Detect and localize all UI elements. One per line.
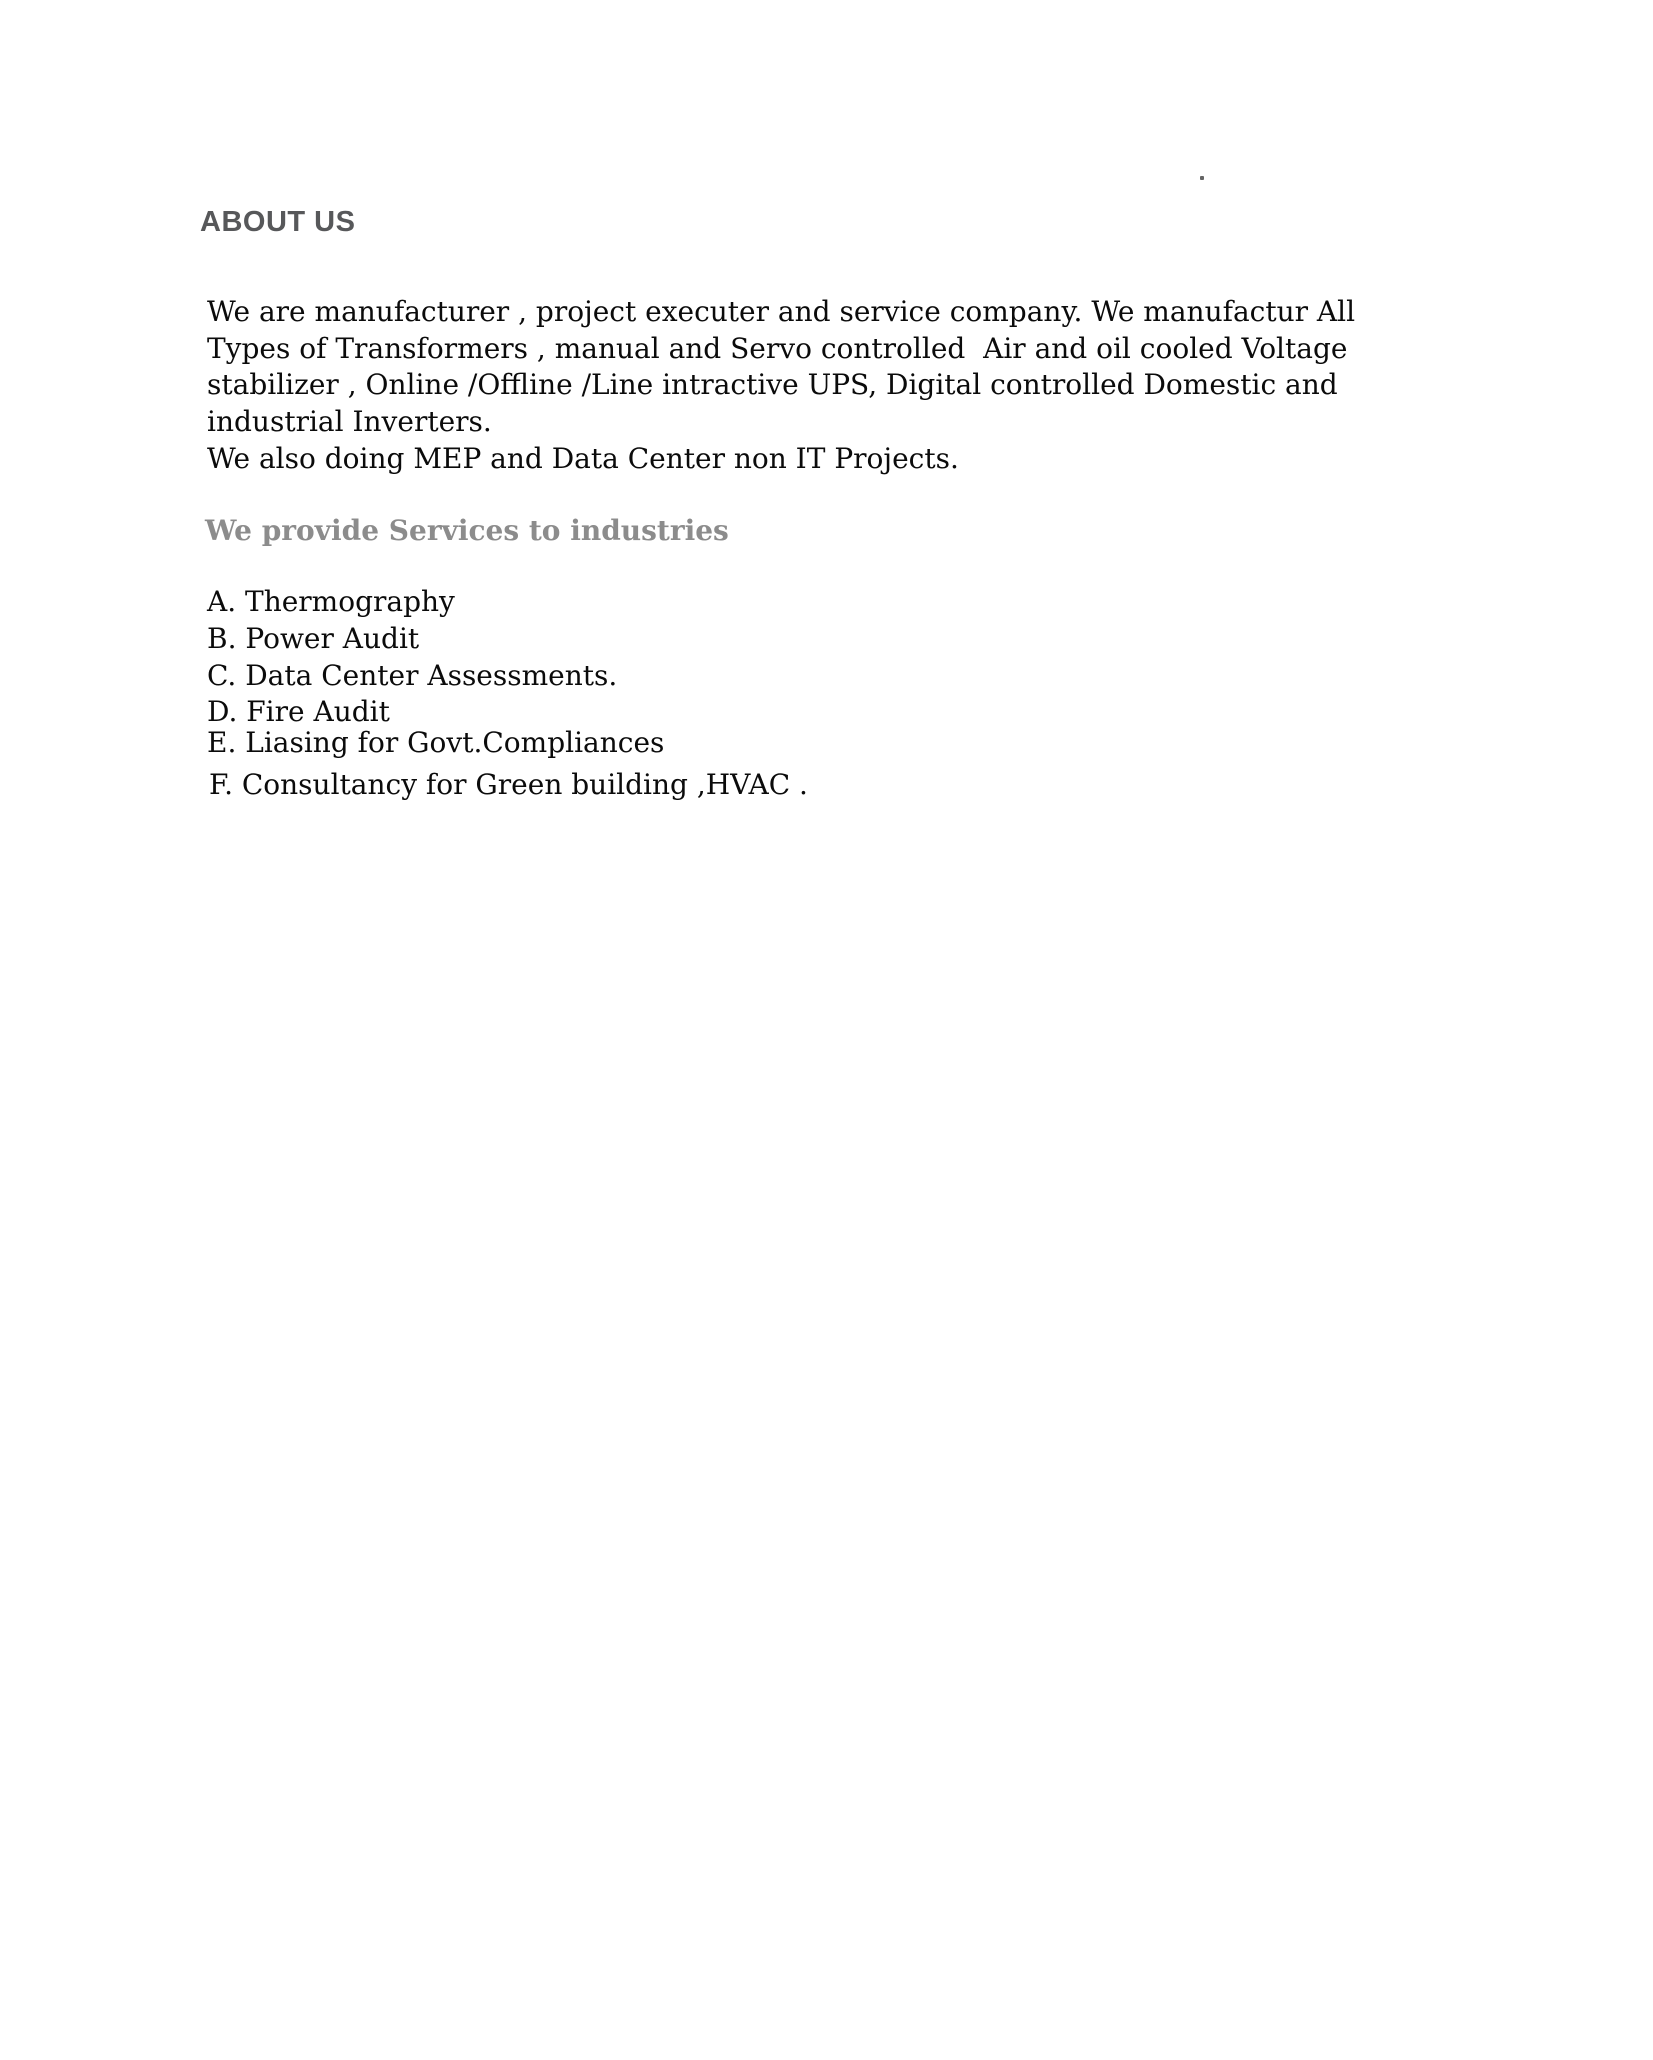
services-list bbox=[207, 584, 1460, 804]
service-item-d: D. Fire Audit bbox=[207, 695, 390, 729]
paragraph-line-5: We also doing MEP and Data Center non IT Projects. bbox=[207, 441, 959, 475]
document-content bbox=[200, 0, 1460, 804]
service-item-b: B. Power Audit bbox=[207, 621, 420, 655]
paragraph-line-3: stabilizer , Online /Offline /Line intractive UPS, Digital controlled Domestic and bbox=[207, 368, 1338, 402]
service-item-c: C. Data Center Assessments. bbox=[207, 658, 618, 692]
paragraph-line-2: Types of Transformers , manual and Servo controlled Air and oil cooled Voltage bbox=[207, 331, 1348, 365]
paragraph-line-4: industrial Inverters. bbox=[207, 405, 492, 439]
service-item-e: E. Liasing for Govt.Compliances bbox=[207, 726, 665, 759]
services-heading: We provide Services to industries bbox=[205, 513, 729, 547]
about-us-heading: ABOUT US bbox=[200, 206, 356, 238]
service-item-a: A. Thermography bbox=[207, 585, 455, 619]
about-paragraph bbox=[207, 294, 1460, 478]
service-item-f: F. Consultancy for Green building ,HVAC . bbox=[209, 768, 808, 802]
paragraph-line-1: We are manufacturer , project executer and service company. We manufactur All bbox=[207, 295, 1356, 328]
